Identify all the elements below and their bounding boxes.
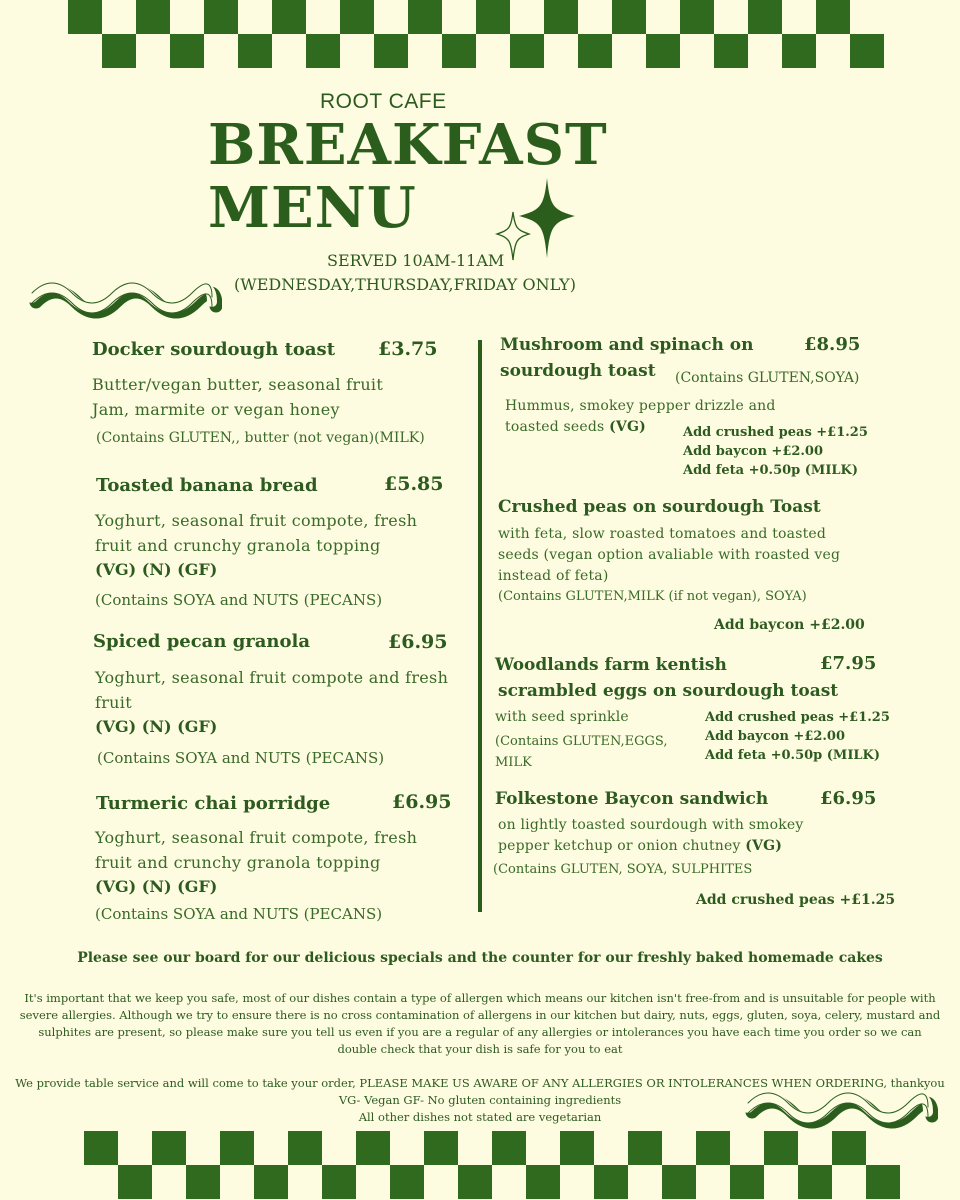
diet-legend: VG- Vegan GF- No gluten containing ingredients bbox=[338, 1093, 622, 1107]
checker-square bbox=[714, 34, 748, 68]
item-tag-mushroom: (VG) bbox=[609, 419, 646, 435]
checker-square bbox=[764, 1131, 798, 1165]
checker-square bbox=[628, 1131, 662, 1165]
checker-square bbox=[118, 1165, 152, 1199]
item-desc-baycon-2: pepper ketchup or onion chutney (VG) bbox=[498, 838, 783, 854]
checker-square bbox=[578, 34, 612, 68]
addon-mushroom-baycon: Add baycon +£2.00 bbox=[683, 444, 824, 459]
checker-square bbox=[238, 34, 272, 68]
wave-decoration-top bbox=[22, 280, 222, 325]
item-desc-chai-porridge-2: fruit and crunchy granola topping bbox=[95, 853, 381, 872]
column-divider bbox=[478, 340, 482, 912]
checker-square bbox=[84, 1131, 118, 1165]
checker-square bbox=[646, 34, 680, 68]
item-desc-pecan-granola-2: fruit bbox=[95, 693, 132, 712]
item-price-mushroom: £8.95 bbox=[804, 334, 861, 355]
checker-square bbox=[782, 34, 816, 68]
addon-mushroom-feta: Add feta +0.50p (MILK) bbox=[683, 463, 858, 478]
specials-note: Please see our board for our delicious specials and the counter for our freshly baked homemade cakes bbox=[77, 950, 883, 966]
menu-title-line1: BREAKFAST bbox=[208, 112, 608, 178]
checker-square bbox=[288, 1131, 322, 1165]
item-desc-pecan-granola-1: Yoghurt, seasonal fruit compote and fresh bbox=[95, 668, 449, 687]
item-price-banana-bread: £5.85 bbox=[384, 473, 444, 495]
checker-square bbox=[306, 34, 340, 68]
item-desc-docker-toast-1: Butter/vegan butter, seasonal fruit bbox=[92, 375, 384, 394]
item-title-crushed-peas: Crushed peas on sourdough Toast bbox=[498, 497, 821, 517]
checker-square bbox=[544, 0, 578, 34]
checker-square bbox=[476, 0, 510, 34]
item-tag-baycon: (VG) bbox=[745, 838, 783, 854]
item-title-mushroom-2: sourdough toast bbox=[500, 361, 656, 381]
checker-square bbox=[680, 0, 714, 34]
checker-square bbox=[322, 1165, 356, 1199]
checker-square bbox=[850, 34, 884, 68]
item-allergens-eggs-2: MILK bbox=[495, 755, 532, 770]
item-tags-pecan-granola: (VG) (N) (GF) bbox=[95, 717, 218, 736]
checker-square bbox=[832, 1131, 866, 1165]
item-allergens-banana-bread: (Contains SOYA and NUTS (PECANS) bbox=[95, 591, 383, 609]
checker-square bbox=[866, 1165, 900, 1199]
checker-square bbox=[220, 1131, 254, 1165]
checker-square bbox=[272, 0, 306, 34]
checker-square bbox=[424, 1131, 458, 1165]
item-allergens-peas: (Contains GLUTEN,MILK (if not vegan), SOYA) bbox=[498, 589, 807, 604]
checker-square bbox=[408, 0, 442, 34]
checker-square bbox=[254, 1165, 288, 1199]
checker-square bbox=[816, 0, 850, 34]
item-allergens-docker-toast: (Contains GLUTEN,, butter (not vegan)(MILK) bbox=[96, 430, 425, 446]
item-desc-eggs: with seed sprinkle bbox=[495, 709, 629, 725]
checker-square bbox=[340, 0, 374, 34]
wave-decoration-bottom bbox=[738, 1090, 938, 1135]
sparkle-icon bbox=[495, 178, 580, 268]
item-price-docker-toast: £3.75 bbox=[378, 338, 438, 360]
checker-square bbox=[594, 1165, 628, 1199]
checker-square bbox=[356, 1131, 390, 1165]
item-desc-mushroom-1: Hummus, smokey pepper drizzle and bbox=[505, 398, 776, 414]
checker-square bbox=[204, 0, 238, 34]
addon-mushroom-peas: Add crushed peas +£1.25 bbox=[683, 425, 868, 440]
checker-square bbox=[102, 34, 136, 68]
item-price-baycon-sandwich: £6.95 bbox=[820, 788, 877, 809]
checker-square bbox=[612, 0, 646, 34]
vegetarian-note: All other dishes not stated are vegetarian bbox=[358, 1110, 602, 1124]
checker-square bbox=[374, 34, 408, 68]
addon-peas-baycon: Add baycon +£2.00 bbox=[714, 617, 865, 633]
item-price-chai-porridge: £6.95 bbox=[392, 791, 452, 813]
item-title-baycon-sandwich: Folkestone Baycon sandwich bbox=[495, 789, 769, 809]
checker-square bbox=[526, 1165, 560, 1199]
item-title-banana-bread: Toasted banana bread bbox=[96, 475, 318, 496]
checker-square bbox=[68, 0, 102, 34]
checker-square bbox=[458, 1165, 492, 1199]
cafe-name: ROOT CAFE bbox=[320, 90, 447, 113]
menu-title-line2: MENU bbox=[208, 175, 417, 241]
item-title-docker-toast: Docker sourdough toast bbox=[92, 339, 336, 360]
item-title-eggs-1: Woodlands farm kentish bbox=[495, 655, 727, 675]
item-desc-peas-2: seeds (vegan option avaliable with roasted veg bbox=[498, 547, 841, 563]
item-allergens-eggs-1: (Contains GLUTEN,EGGS, bbox=[495, 734, 668, 749]
item-tags-banana-bread: (VG) (N) (GF) bbox=[95, 560, 218, 579]
checker-square bbox=[730, 1165, 764, 1199]
addon-eggs-feta: Add feta +0.50p (MILK) bbox=[705, 748, 880, 763]
item-allergens-pecan-granola: (Contains SOYA and NUTS (PECANS) bbox=[97, 749, 385, 767]
allergy-safety-notice: It's important that we keep you safe, most of our dishes contain a type of allergen which means our kitchen isn't free-from and is unsuitable for people with severe allergies. Although we try to ensure there is no cross contamination of allergens in our kitchen but dairy, nuts, eggs, gluten, soya, celery, mustard and sulphites are present, so please make sure you tell us even if you are a regular of any allergies or intolerances you have each time you order so we can double check that your dish is safe for you to eat bbox=[19, 991, 941, 1056]
item-title-eggs-2: scrambled eggs on sourdough toast bbox=[498, 681, 839, 701]
item-desc-baycon-1: on lightly toasted sourdough with smokey bbox=[498, 817, 804, 833]
item-desc-docker-toast-2: Jam, marmite or vegan honey bbox=[92, 400, 340, 419]
item-tags-chai-porridge: (VG) (N) (GF) bbox=[95, 877, 218, 896]
served-days: (WEDNESDAY,THURSDAY,FRIDAY ONLY) bbox=[234, 275, 576, 294]
checker-square bbox=[560, 1131, 594, 1165]
item-desc-peas-3: instead of feta) bbox=[498, 568, 609, 584]
addon-eggs-peas: Add crushed peas +£1.25 bbox=[705, 710, 890, 725]
checker-square bbox=[492, 1131, 526, 1165]
item-desc-peas-1: with feta, slow roasted tomatoes and toasted bbox=[498, 526, 827, 542]
item-allergens-baycon: (Contains GLUTEN, SOYA, SULPHITES bbox=[493, 862, 753, 877]
checker-square bbox=[152, 1131, 186, 1165]
item-allergens-chai-porridge: (Contains SOYA and NUTS (PECANS) bbox=[95, 905, 383, 923]
checker-square bbox=[510, 34, 544, 68]
checker-square bbox=[170, 34, 204, 68]
item-title-mushroom-1: Mushroom and spinach on bbox=[500, 335, 754, 355]
item-price-eggs: £7.95 bbox=[820, 653, 877, 674]
item-desc-chai-porridge-1: Yoghurt, seasonal fruit compote, fresh bbox=[95, 828, 418, 847]
item-title-pecan-granola: Spiced pecan granola bbox=[93, 631, 311, 652]
item-price-pecan-granola: £6.95 bbox=[388, 631, 448, 653]
checker-square bbox=[186, 1165, 220, 1199]
item-allergens-mushroom: (Contains GLUTEN,SOYA) bbox=[675, 370, 860, 386]
item-desc-mushroom-2: toasted seeds (VG) bbox=[505, 419, 646, 435]
table-service-note: We provide table service and will come to take your order, PLEASE MAKE US AWARE OF ANY ALLERGIES OR INTOLERANCES WHEN ORDERING, thankyou bbox=[15, 1076, 945, 1090]
checker-square bbox=[442, 34, 476, 68]
item-title-chai-porridge: Turmeric chai porridge bbox=[96, 793, 331, 814]
addon-eggs-baycon: Add baycon +£2.00 bbox=[705, 729, 846, 744]
served-hours: SERVED 10AM-11AM bbox=[327, 251, 505, 270]
checker-square bbox=[696, 1131, 730, 1165]
checker-square bbox=[662, 1165, 696, 1199]
item-desc-banana-bread-2: fruit and crunchy granola topping bbox=[95, 536, 381, 555]
checker-square bbox=[390, 1165, 424, 1199]
addon-baycon-peas: Add crushed peas +£1.25 bbox=[696, 892, 896, 908]
checker-square bbox=[136, 0, 170, 34]
checker-square bbox=[798, 1165, 832, 1199]
checker-square bbox=[748, 0, 782, 34]
item-desc-banana-bread-1: Yoghurt, seasonal fruit compote, fresh bbox=[95, 511, 418, 530]
